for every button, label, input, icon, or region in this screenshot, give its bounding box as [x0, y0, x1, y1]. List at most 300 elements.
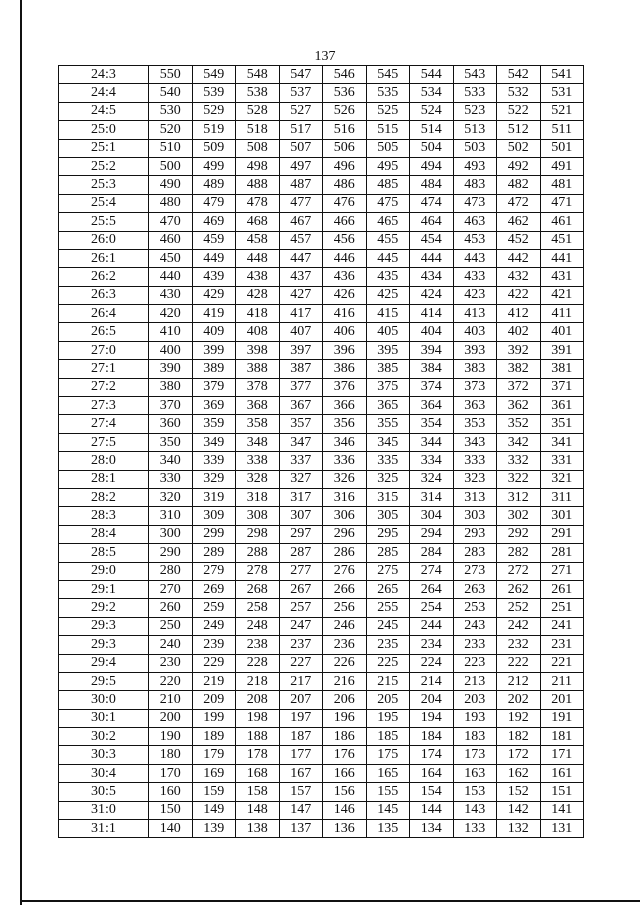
table-cell: 255: [366, 599, 410, 617]
table-cell: 174: [410, 746, 454, 764]
table-cell: 296: [323, 525, 367, 543]
table-cell: 286: [323, 544, 367, 562]
page-left-border: [20, 0, 22, 905]
table-row: [59, 562, 584, 580]
table-cell: 259: [192, 599, 236, 617]
table-cell: 356: [323, 415, 367, 433]
row-label: 27:3: [59, 397, 149, 415]
table-cell: 311: [540, 488, 584, 506]
table-cell: 539: [192, 84, 236, 102]
table-cell: 489: [192, 176, 236, 194]
table-cell: 439: [192, 268, 236, 286]
row-label: 27:0: [59, 341, 149, 359]
table-cell: 305: [366, 507, 410, 525]
row-label: 26:0: [59, 231, 149, 249]
row-label: 28:1: [59, 470, 149, 488]
table-cell: 227: [279, 654, 323, 672]
table-cell: 426: [323, 286, 367, 304]
table-cell: 460: [149, 231, 193, 249]
table-cell: 369: [192, 397, 236, 415]
table-cell: 275: [366, 562, 410, 580]
table-cell: 199: [192, 709, 236, 727]
table-cell: 517: [279, 121, 323, 139]
table-cell: 462: [497, 213, 541, 231]
table-row: [59, 176, 584, 194]
table-cell: 416: [323, 305, 367, 323]
table-row: [59, 580, 584, 598]
table-row: [59, 783, 584, 801]
table-cell: 232: [497, 636, 541, 654]
table-cell: 319: [192, 488, 236, 506]
table-row: [59, 672, 584, 690]
table-row: [59, 525, 584, 543]
row-label: 29:5: [59, 672, 149, 690]
table-cell: 184: [410, 728, 454, 746]
table-cell: 160: [149, 783, 193, 801]
table-row: [59, 488, 584, 506]
table-cell: 330: [149, 470, 193, 488]
table-row: [59, 544, 584, 562]
table-cell: 207: [279, 691, 323, 709]
row-label: 25:3: [59, 176, 149, 194]
table-cell: 409: [192, 323, 236, 341]
row-label: 27:5: [59, 433, 149, 451]
table-cell: 536: [323, 84, 367, 102]
table-cell: 352: [497, 415, 541, 433]
row-label: 26:3: [59, 286, 149, 304]
table-cell: 139: [192, 820, 236, 838]
table-cell: 438: [236, 268, 280, 286]
table-cell: 194: [410, 709, 454, 727]
table-cell: 323: [453, 470, 497, 488]
table-cell: 341: [540, 433, 584, 451]
table-cell: 188: [236, 728, 280, 746]
table-cell: 279: [192, 562, 236, 580]
row-label: 27:1: [59, 360, 149, 378]
table-cell: 144: [410, 801, 454, 819]
table-cell: 307: [279, 507, 323, 525]
table-cell: 520: [149, 121, 193, 139]
table-cell: 256: [323, 599, 367, 617]
table-cell: 430: [149, 286, 193, 304]
table-cell: 349: [192, 433, 236, 451]
row-label: 29:4: [59, 654, 149, 672]
table-cell: 317: [279, 488, 323, 506]
table-cell: 138: [236, 820, 280, 838]
table-cell: 388: [236, 360, 280, 378]
table-cell: 254: [410, 599, 454, 617]
table-cell: 140: [149, 820, 193, 838]
table-row: [59, 341, 584, 359]
table-row: [59, 231, 584, 249]
table-cell: 187: [279, 728, 323, 746]
table-cell: 263: [453, 580, 497, 598]
table-cell: 241: [540, 617, 584, 635]
table-cell: 443: [453, 249, 497, 267]
table-cell: 467: [279, 213, 323, 231]
table-cell: 403: [453, 323, 497, 341]
table-cell: 387: [279, 360, 323, 378]
table-cell: 304: [410, 507, 454, 525]
table-cell: 478: [236, 194, 280, 212]
table-cell: 393: [453, 341, 497, 359]
table-cell: 163: [453, 764, 497, 782]
table-cell: 450: [149, 249, 193, 267]
table-cell: 392: [497, 341, 541, 359]
table-cell: 205: [366, 691, 410, 709]
table-cell: 196: [323, 709, 367, 727]
table-cell: 195: [366, 709, 410, 727]
table-cell: 383: [453, 360, 497, 378]
table-cell: 157: [279, 783, 323, 801]
table-cell: 326: [323, 470, 367, 488]
table-cell: 145: [366, 801, 410, 819]
table-cell: 540: [149, 84, 193, 102]
table-cell: 373: [453, 378, 497, 396]
table-cell: 215: [366, 672, 410, 690]
table-cell: 420: [149, 305, 193, 323]
table-cell: 477: [279, 194, 323, 212]
table-cell: 308: [236, 507, 280, 525]
row-label: 30:2: [59, 728, 149, 746]
row-label: 31:0: [59, 801, 149, 819]
table-row: [59, 507, 584, 525]
row-label: 24:3: [59, 66, 149, 84]
table-cell: 325: [366, 470, 410, 488]
table-cell: 151: [540, 783, 584, 801]
table-cell: 270: [149, 580, 193, 598]
table-cell: 524: [410, 102, 454, 120]
table-row: [59, 66, 584, 84]
table-cell: 260: [149, 599, 193, 617]
table-cell: 322: [497, 470, 541, 488]
table-cell: 148: [236, 801, 280, 819]
table-cell: 315: [366, 488, 410, 506]
table-cell: 482: [497, 176, 541, 194]
table-cell: 164: [410, 764, 454, 782]
table-cell: 267: [279, 580, 323, 598]
table-cell: 463: [453, 213, 497, 231]
table-cell: 545: [366, 66, 410, 84]
table-cell: 238: [236, 636, 280, 654]
table-cell: 243: [453, 617, 497, 635]
table-cell: 428: [236, 286, 280, 304]
table-cell: 375: [366, 378, 410, 396]
table-cell: 329: [192, 470, 236, 488]
table-cell: 247: [279, 617, 323, 635]
table-cell: 146: [323, 801, 367, 819]
table-cell: 190: [149, 728, 193, 746]
table-row: [59, 360, 584, 378]
row-label: 30:3: [59, 746, 149, 764]
table-cell: 353: [453, 415, 497, 433]
table-cell: 394: [410, 341, 454, 359]
table-cell: 481: [540, 176, 584, 194]
table-cell: 274: [410, 562, 454, 580]
table-cell: 248: [236, 617, 280, 635]
table-cell: 503: [453, 139, 497, 157]
table-cell: 273: [453, 562, 497, 580]
table-cell: 240: [149, 636, 193, 654]
table-cell: 499: [192, 157, 236, 175]
table-cell: 246: [323, 617, 367, 635]
table-cell: 447: [279, 249, 323, 267]
table-cell: 358: [236, 415, 280, 433]
table-cell: 405: [366, 323, 410, 341]
table-cell: 542: [497, 66, 541, 84]
row-label: 26:4: [59, 305, 149, 323]
table-cell: 507: [279, 139, 323, 157]
table-cell: 297: [279, 525, 323, 543]
table-cell: 346: [323, 433, 367, 451]
table-cell: 445: [366, 249, 410, 267]
table-cell: 236: [323, 636, 367, 654]
table-cell: 165: [366, 764, 410, 782]
table-cell: 496: [323, 157, 367, 175]
table-cell: 233: [453, 636, 497, 654]
table-cell: 437: [279, 268, 323, 286]
row-label: 24:4: [59, 84, 149, 102]
table-row: [59, 728, 584, 746]
table-cell: 306: [323, 507, 367, 525]
table-cell: 214: [410, 672, 454, 690]
table-row: [59, 415, 584, 433]
table-cell: 336: [323, 452, 367, 470]
table-cell: 533: [453, 84, 497, 102]
table-cell: 442: [497, 249, 541, 267]
page-bottom-border: [20, 900, 640, 902]
table-cell: 465: [366, 213, 410, 231]
table-cell: 535: [366, 84, 410, 102]
table-cell: 180: [149, 746, 193, 764]
table-cell: 320: [149, 488, 193, 506]
table-cell: 242: [497, 617, 541, 635]
table-cell: 204: [410, 691, 454, 709]
table-cell: 169: [192, 764, 236, 782]
table-cell: 359: [192, 415, 236, 433]
table-cell: 276: [323, 562, 367, 580]
table-cell: 324: [410, 470, 454, 488]
table-cell: 167: [279, 764, 323, 782]
table-row: [59, 617, 584, 635]
table-cell: 333: [453, 452, 497, 470]
table-cell: 397: [279, 341, 323, 359]
row-label: 29:1: [59, 580, 149, 598]
table-cell: 525: [366, 102, 410, 120]
table-cell: 458: [236, 231, 280, 249]
table-cell: 504: [410, 139, 454, 157]
table-cell: 251: [540, 599, 584, 617]
table-cell: 213: [453, 672, 497, 690]
table-row: [59, 194, 584, 212]
table-cell: 222: [497, 654, 541, 672]
table-cell: 486: [323, 176, 367, 194]
table-row: [59, 286, 584, 304]
table-cell: 406: [323, 323, 367, 341]
table-cell: 521: [540, 102, 584, 120]
table-cell: 519: [192, 121, 236, 139]
table-cell: 510: [149, 139, 193, 157]
table-cell: 252: [497, 599, 541, 617]
table-cell: 446: [323, 249, 367, 267]
table-cell: 234: [410, 636, 454, 654]
table-cell: 473: [453, 194, 497, 212]
table-cell: 181: [540, 728, 584, 746]
table-cell: 178: [236, 746, 280, 764]
table-cell: 516: [323, 121, 367, 139]
table-cell: 457: [279, 231, 323, 249]
table-cell: 343: [453, 433, 497, 451]
row-label: 28:2: [59, 488, 149, 506]
table-cell: 495: [366, 157, 410, 175]
table-cell: 501: [540, 139, 584, 157]
table-cell: 480: [149, 194, 193, 212]
table-cell: 289: [192, 544, 236, 562]
row-label: 25:1: [59, 139, 149, 157]
table-cell: 239: [192, 636, 236, 654]
table-cell: 414: [410, 305, 454, 323]
table-cell: 217: [279, 672, 323, 690]
table-cell: 432: [497, 268, 541, 286]
table-cell: 133: [453, 820, 497, 838]
table-cell: 509: [192, 139, 236, 157]
table-cell: 344: [410, 433, 454, 451]
table-cell: 134: [410, 820, 454, 838]
table-cell: 391: [540, 341, 584, 359]
table-cell: 544: [410, 66, 454, 84]
table-cell: 318: [236, 488, 280, 506]
table-cell: 453: [453, 231, 497, 249]
table-cell: 528: [236, 102, 280, 120]
table-row: [59, 102, 584, 120]
table-cell: 302: [497, 507, 541, 525]
row-label: 25:0: [59, 121, 149, 139]
table-cell: 419: [192, 305, 236, 323]
table-cell: 143: [453, 801, 497, 819]
table-cell: 398: [236, 341, 280, 359]
table-cell: 152: [497, 783, 541, 801]
table-cell: 132: [497, 820, 541, 838]
table-cell: 470: [149, 213, 193, 231]
table-cell: 408: [236, 323, 280, 341]
table-cell: 131: [540, 820, 584, 838]
table-cell: 228: [236, 654, 280, 672]
table-cell: 389: [192, 360, 236, 378]
table-cell: 280: [149, 562, 193, 580]
table-cell: 357: [279, 415, 323, 433]
table-cell: 285: [366, 544, 410, 562]
table-cell: 514: [410, 121, 454, 139]
table-cell: 272: [497, 562, 541, 580]
table-cell: 527: [279, 102, 323, 120]
table-cell: 497: [279, 157, 323, 175]
table-cell: 257: [279, 599, 323, 617]
table-row: [59, 139, 584, 157]
table-cell: 548: [236, 66, 280, 84]
table-cell: 366: [323, 397, 367, 415]
table-cell: 468: [236, 213, 280, 231]
table-cell: 245: [366, 617, 410, 635]
table-cell: 541: [540, 66, 584, 84]
table-cell: 547: [279, 66, 323, 84]
row-label: 28:3: [59, 507, 149, 525]
table-cell: 155: [366, 783, 410, 801]
table-cell: 384: [410, 360, 454, 378]
table-cell: 173: [453, 746, 497, 764]
table-cell: 268: [236, 580, 280, 598]
table-row: [59, 305, 584, 323]
table-cell: 386: [323, 360, 367, 378]
row-label: 28:4: [59, 525, 149, 543]
table-cell: 522: [497, 102, 541, 120]
table-row: [59, 84, 584, 102]
table-cell: 418: [236, 305, 280, 323]
row-label: 28:5: [59, 544, 149, 562]
table-row: [59, 764, 584, 782]
table-cell: 156: [323, 783, 367, 801]
table-cell: 376: [323, 378, 367, 396]
table-cell: 220: [149, 672, 193, 690]
table-cell: 395: [366, 341, 410, 359]
table-cell: 483: [453, 176, 497, 194]
table-cell: 440: [149, 268, 193, 286]
row-label: 29:3: [59, 617, 149, 635]
table-cell: 494: [410, 157, 454, 175]
table-cell: 498: [236, 157, 280, 175]
table-cell: 313: [453, 488, 497, 506]
table-cell: 244: [410, 617, 454, 635]
table-cell: 491: [540, 157, 584, 175]
row-label: 26:5: [59, 323, 149, 341]
table-cell: 203: [453, 691, 497, 709]
row-label: 25:4: [59, 194, 149, 212]
table-row: [59, 636, 584, 654]
table-cell: 549: [192, 66, 236, 84]
table-cell: 300: [149, 525, 193, 543]
table-cell: 364: [410, 397, 454, 415]
table-row: [59, 599, 584, 617]
table-cell: 262: [497, 580, 541, 598]
table-cell: 179: [192, 746, 236, 764]
table-cell: 347: [279, 433, 323, 451]
table-row: [59, 820, 584, 838]
table-cell: 161: [540, 764, 584, 782]
table-cell: 505: [366, 139, 410, 157]
table-cell: 321: [540, 470, 584, 488]
table-cell: 166: [323, 764, 367, 782]
table-cell: 449: [192, 249, 236, 267]
table-row: [59, 433, 584, 451]
table-cell: 434: [410, 268, 454, 286]
table-cell: 370: [149, 397, 193, 415]
row-label: 27:2: [59, 378, 149, 396]
table-cell: 266: [323, 580, 367, 598]
table-cell: 471: [540, 194, 584, 212]
table-cell: 546: [323, 66, 367, 84]
table-row: [59, 709, 584, 727]
table-cell: 355: [366, 415, 410, 433]
table-cell: 150: [149, 801, 193, 819]
table-cell: 288: [236, 544, 280, 562]
table-cell: 402: [497, 323, 541, 341]
table-cell: 149: [192, 801, 236, 819]
table-cell: 298: [236, 525, 280, 543]
table-cell: 142: [497, 801, 541, 819]
table-cell: 162: [497, 764, 541, 782]
table-cell: 518: [236, 121, 280, 139]
table-cell: 412: [497, 305, 541, 323]
table-cell: 435: [366, 268, 410, 286]
